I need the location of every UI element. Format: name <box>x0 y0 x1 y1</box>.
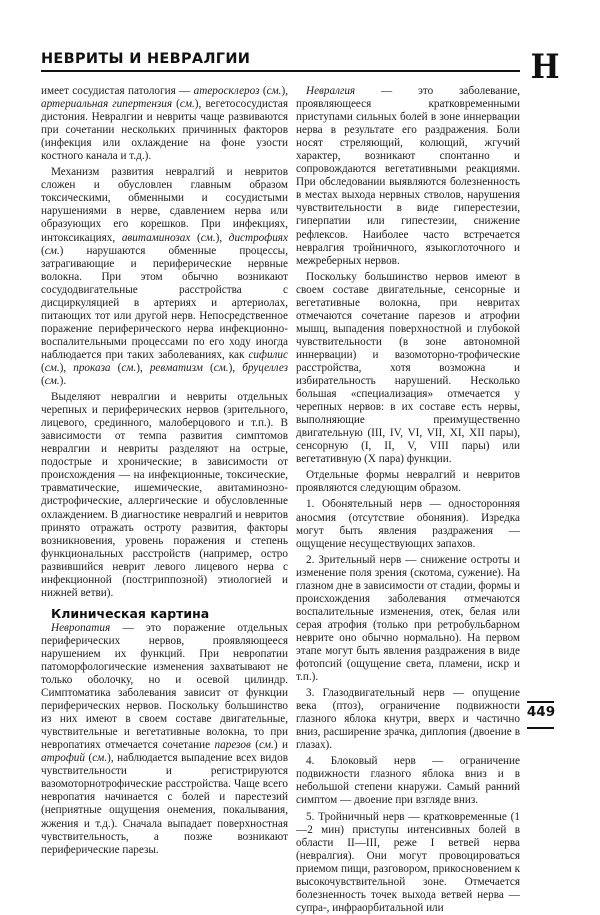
page-number: 449 <box>526 704 556 720</box>
left-column <box>41 85 288 857</box>
paragraph: Невралгия — это заболевание, проявляющееся кратковременными приступами сильных болей в зоне иннервации нерва в результате его раздражения. Боли носят стреляющий, колющий, жгучий характер, возникают спонтанно и сопровождаются вегетативными реакциями. При обследовании выявляются болезненность в местах выхода нервных стволов, нарушения чувствительности в виде гиперестезии, гиперпатии или гипестезии, снижение рефлексов. Наиболее часто встречается невралгия тройничного, языкоглоточного и межреберных нервов. <box>296 85 520 267</box>
list-item: 3. Глазодвигательный нерв — опущение века (птоз), ограничение подвижности глазного яблока кнутри, вверх и частично вниз, расширение зрачка, диплопия (двоение в глазах). <box>296 687 520 752</box>
right-column <box>296 85 520 915</box>
paragraph: Невропатия — это поражение отдельных периферических нервов, проявляющееся нарушением их функций. При невропатии патоморфологические изменения захватывают не только оболочку, но и осевой цилиндр. Симптоматика заболевания зависит от функции периферических нервов. Поскольку большинство из них имеют в своем составе двигательные, чувствительные и вегетативные волокна, то при невропатиях отмечается сочетание парезов (см.) и атрофий (см.), наблюдается выпадение всех видов чувствительности и регистрируются вазомоторнотрофические расстройства. Чаще всего невропатия начинается с болей и парестезий (неприятные ощущения онемения, покалывания, жжения и т.д.). Сначала выпадает поверхностная чувствительность, а позже возникают периферические парезы. <box>41 621 288 856</box>
paragraph: Механизм развития невралгий и невритов сложен и обусловлен главным образом токсическими, обменными и сосудистыми нарушениями в нерве, сдавлением нерва или образующих его корешков. При инфекциях, интоксикациях, авитаминозах (см.), дистрофиях (см.) нарушаются обменные процессы, затрагивающие и периферические нервные волокна. При этом обычно возникают сосудодвигательные расстройства с дисциркуляцией в артериях и артериолах, питающих тот или другой нерв. Непосредственное поражение периферического нерва инфекционно-воспалительными процессами по его ходу иногда наблюдается при таких заболеваниях, как сифилис (см.), проказа (см.), ревматизм (см.), бруцеллез (см.). <box>41 166 289 388</box>
paragraph: Отдельные формы невралгий и невритов проявляются следующим образом. <box>296 469 520 495</box>
page-number-rule-bottom <box>527 727 554 729</box>
paragraph: Поскольку большинство нервов имеют в своем составе двигательные, сенсорные и вегетативные волокна, при невритах отмечаются сочетание парезов и атрофии мышц, выпадения поверхностной и глубокой чувствительности (в зоне автономной иннервации) и вазомоторно-трофические расстройства, хотя возможна и избирательность нарушений. Несколько большая «специализация» отмечается у черепных нервов: в их составе есть нервы, выполняющие преимущественно двигательную (III, IV, VI, VII, XI, XII пары), сенсорную (I, II, V, VIII пары) или вегетативную (X пара) функции. <box>296 270 520 466</box>
header-rule <box>41 70 520 72</box>
list-item: 2. Зрительный нерв — снижение остроты и изменение поля зрения (скотома, сужение). На глазном дне в зависимости от стадии, формы и происхождения заболевания отмечаются воспалительные изменения, отек, белая или серая атрофия (только при ретробульбарном неврите оно обычно нормально). На первом этапе могут быть явления раздражения в виде фотопсий (ощущение света, пламени, искр и т.п.). <box>296 553 520 684</box>
section-heading: Клиническая картина <box>51 605 210 621</box>
list-item: 4. Блоковый нерв — ограничение подвижности глазного яблока вниз и в небольшой степени кнаружи. Самый ранний симптом — двоение при взгляде вниз. <box>296 755 520 807</box>
section-letter: Н <box>530 47 560 87</box>
paragraph: Выделяют невралгии и невриты отдельных черепных и периферических нервов (зрительного, лицевого, срединного, малоберцового и т.п.). В зависимости от темпа развития симптомов невралгии и невриты разделяют на острые, подострые и хронические; в зависимости от происхождения — на инфекционные, токсические, травматические, ишемические, авитаминозно-дистрофические, аллергические и обусловленные охлаждением. В диагностике невралгий и невритов принято отражать остроту развития, факторы возникновения, уровень поражения и степень функциональных расстройств (например, остро развившийся неврит левого лицевого нерва с инфекционной (постгриппозной) этиологией и нижней ветви). <box>41 391 288 599</box>
page-number-rule-top <box>527 701 554 703</box>
list-item: 5. Тройничный нерв — кратковременные (1—2 мин) приступы интенсивных болей в области II—III, реже I ветвей нерва (невралгия). Они могут провоцироваться приемом пищи, разговором, прикосновением к высокочувствительной зоне. Отмечается болезненность точек выхода ветвей нерва — супра-, инфраорбитальной или <box>296 810 520 914</box>
running-title: НЕВРИТЫ И НЕВРАЛГИИ <box>41 51 251 67</box>
paragraph: имеет сосудистая патология — атеросклероз (см.), артериальная гипертензия (см.), вегетососудистая дистония. Невралгии и невриты чаще развиваются при сочетании нескольких причинных факторов (инфекция или охлаждение на фоне узости костного канала и т.д.). <box>41 85 288 163</box>
list-item: 1. Обонятельный нерв — односторонняя аносмия (отсутствие обоняния). Изредка могут быть явления раздражения — ощущение несуществующих запахов. <box>296 498 520 550</box>
